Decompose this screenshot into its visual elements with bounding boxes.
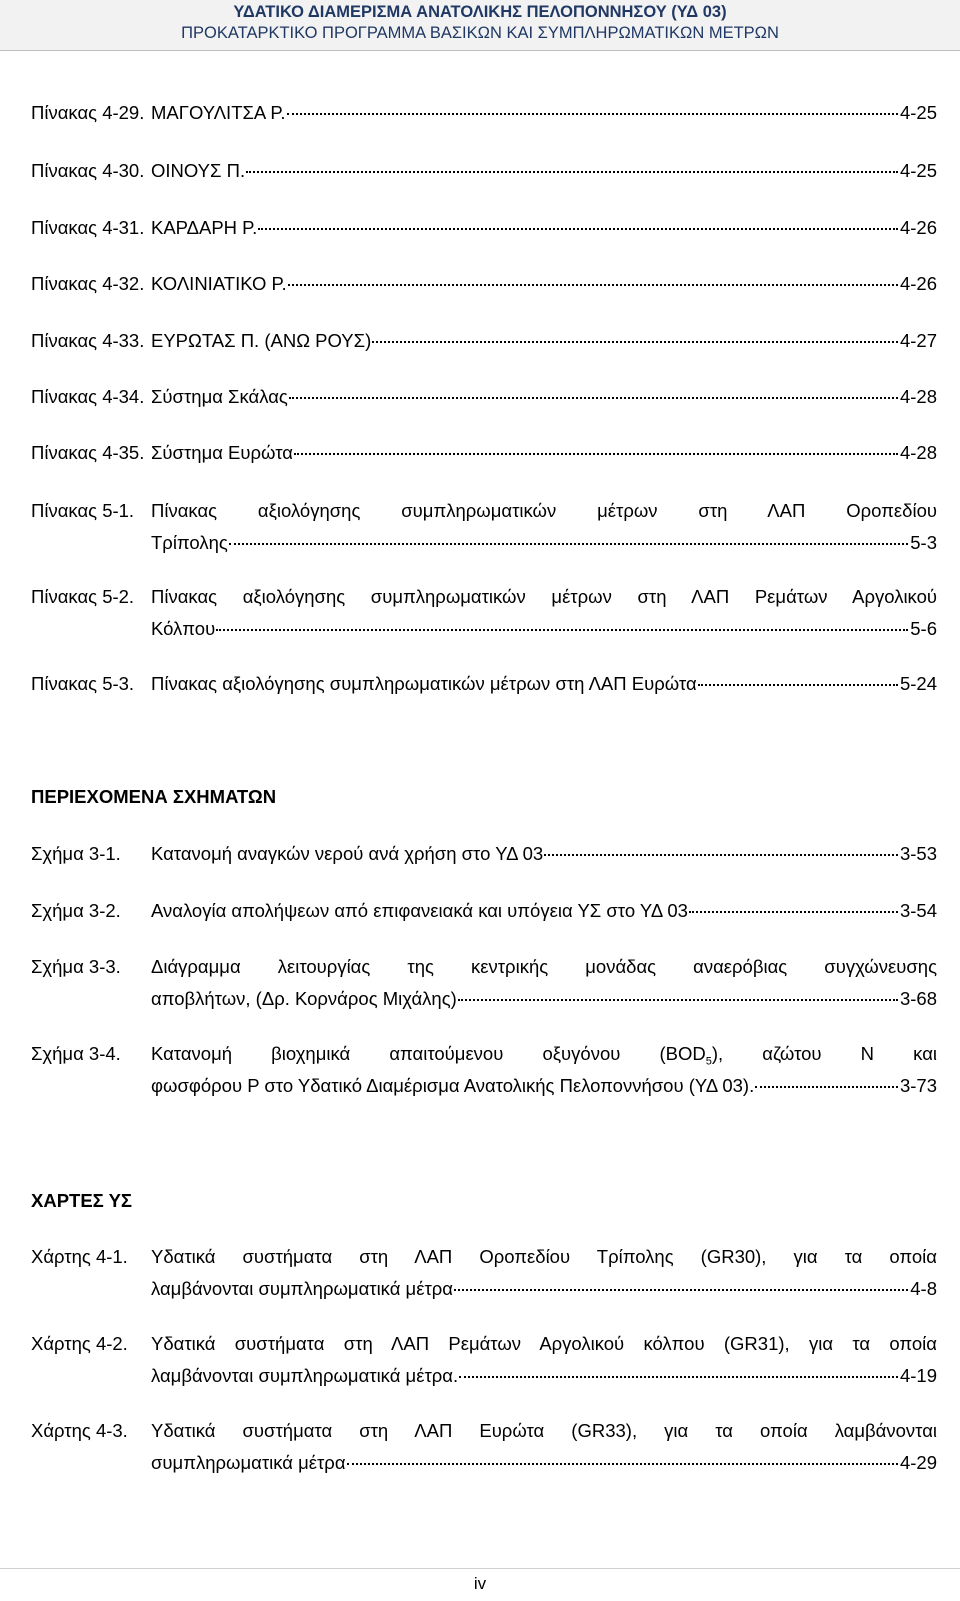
- entry-title: Σύστημα Ευρώτα: [151, 442, 293, 463]
- entry-label: Πίνακας 4-30.: [31, 160, 145, 181]
- entry-title-line2: αποβλήτων, (Δρ. Κορνάρος Μιχάλης): [151, 988, 457, 1009]
- entry-title-line2: συμπληρωματικά μέτρα: [151, 1452, 346, 1473]
- entry-title: Αναλογία απολήψεων από επιφανειακά και υπόγεια ΥΣ στο ΥΔ 03: [151, 900, 688, 921]
- entry-label: Πίνακας 5-1.: [31, 500, 135, 521]
- entry-page: 3-54: [899, 900, 937, 921]
- entry-page: 4-28: [899, 386, 937, 407]
- entry-label: Πίνακας 5-2.: [31, 586, 135, 607]
- entry-title-line2: Τρίπολης: [151, 532, 228, 553]
- entry-label: Πίνακας 4-32.: [31, 273, 145, 294]
- title-part-a: Κατανομή βιοχημικά απαιτούμενου οξυγόνου (BOD: [151, 1043, 706, 1064]
- entry-label: Σχήμα 3-1.: [31, 843, 121, 864]
- dot-leader: [458, 999, 898, 1001]
- entry-title-line1: Πίνακας αξιολόγησης συμπληρωματικών μέτρων στη ΛΑΠ Ρεμάτων Αργολικού: [151, 586, 937, 607]
- entry-title: ΚΟΛΙΝΙΑΤΙΚΟ Ρ.: [151, 273, 287, 294]
- entry-page: 4-25: [899, 102, 937, 123]
- entry-page: 4-26: [899, 217, 937, 238]
- dot-leader: [229, 543, 908, 545]
- entry-title: ΕΥΡΩΤΑΣ Π. (ΑΝΩ ΡΟΥΣ): [151, 330, 372, 351]
- entry-label: Σχήμα 3-3.: [31, 956, 121, 977]
- entry-label: Πίνακας 4-29.: [31, 102, 145, 123]
- header-subtitle: ΠΡΟΚΑΤΑΡΚΤΙΚΟ ΠΡΟΓΡΑΜΜΑ ΒΑΣΙΚΩΝ ΚΑΙ ΣΥΜΠΛΗΡΩΜΑΤΙΚΩΝ ΜΕΤΡΩΝ: [181, 24, 779, 42]
- entry-page: 5-6: [910, 618, 937, 639]
- entry-title-line1: Πίνακας αξιολόγησης συμπληρωματικών μέτρων στη ΛΑΠ Οροπεδίου: [151, 500, 937, 521]
- entry-title-line1: Υδατικά συστήματα στη ΛΑΠ Ευρώτα (GR33), για τα οποία λαμβάνονται: [151, 1420, 937, 1441]
- dot-leader: [288, 284, 898, 286]
- entry-title-line1: Υδατικά συστήματα στη ΛΑΠ Οροπεδίου Τρίπολης (GR30), για τα οποία: [151, 1246, 937, 1267]
- dot-leader: [289, 397, 898, 399]
- entry-label: Πίνακας 4-34.: [31, 386, 145, 407]
- dot-leader: [454, 1289, 908, 1291]
- entry-page: 4-29: [899, 1452, 937, 1473]
- dot-leader: [246, 171, 898, 173]
- entry-label: Σχήμα 3-2.: [31, 900, 121, 921]
- entry-label: Πίνακας 4-35.: [31, 442, 145, 463]
- dot-leader: [258, 228, 898, 230]
- entry-title-line1: Υδατικά συστήματα στη ΛΑΠ Ρεμάτων Αργολικού κόλπου (GR31), για τα οποία: [151, 1333, 937, 1354]
- entry-title: Πίνακας αξιολόγησης συμπληρωματικών μέτρων στη ΛΑΠ Ευρώτα: [151, 673, 697, 694]
- entry-label: Πίνακας 4-31.: [31, 217, 145, 238]
- header-title: ΥΔΑΤΙΚΟ ΔΙΑΜΕΡΙΣΜΑ ΑΝΑΤΟΛΙΚΗΣ ΠΕΛΟΠΟΝΝΗΣΟΥ (ΥΔ 03): [233, 3, 727, 21]
- entry-page: 5-3: [910, 532, 937, 553]
- entry-title: ΚΑΡΔΑΡΗ Ρ.: [151, 217, 258, 238]
- dot-leader: [294, 453, 898, 455]
- dot-leader: [459, 1376, 898, 1378]
- page-header: [0, 0, 960, 51]
- entry-page: 3-68: [899, 988, 937, 1009]
- entry-label: Χάρτης 4-2.: [31, 1333, 128, 1354]
- entry-title: ΟΙΝΟΥΣ Π.: [151, 160, 246, 181]
- entry-page: 5-24: [899, 673, 937, 694]
- dot-leader: [216, 629, 908, 631]
- entry-label: Σχήμα 3-4.: [31, 1043, 121, 1064]
- entry-page: 3-53: [899, 843, 937, 864]
- entry-page: 4-26: [899, 273, 937, 294]
- dot-leader: [544, 854, 898, 856]
- subscript: 5: [705, 1055, 712, 1068]
- page-number: iv: [473, 1574, 487, 1593]
- entry-page: 4-8: [910, 1278, 937, 1299]
- entry-page: 4-28: [899, 442, 937, 463]
- entry-title-line2: λαμβάνονται συμπληρωματικά μέτρα: [151, 1278, 453, 1299]
- entry-page: 4-19: [899, 1365, 937, 1386]
- entry-page: 4-27: [899, 330, 937, 351]
- entry-label: Πίνακας 5-3.: [31, 673, 135, 694]
- entry-title-line2: λαμβάνονται συμπληρωματικά μέτρα.: [151, 1365, 459, 1386]
- dot-leader: [689, 911, 898, 913]
- entry-title-line2: Κόλπου: [151, 618, 216, 639]
- dot-leader: [698, 684, 898, 686]
- dot-leader: [347, 1463, 898, 1465]
- figures-heading: ΠΕΡΙΕΧΟΜΕΝΑ ΣΧΗΜΑΤΩΝ: [31, 786, 277, 807]
- maps-heading: ΧΑΡΤΕΣ ΥΣ: [31, 1190, 133, 1211]
- entry-title: Κατανομή αναγκών νερού ανά χρήση στο ΥΔ 03: [151, 843, 544, 864]
- entry-title-line1: Διάγραμμα λειτουργίας της κεντρικής μονάδας αναερόβιας συγχώνευσης: [151, 956, 937, 977]
- entry-page: 3-73: [899, 1075, 937, 1096]
- dot-leader: [287, 113, 898, 115]
- dot-leader: [755, 1086, 898, 1088]
- entry-title: Σύστημα Σκάλας: [151, 386, 288, 407]
- title-part-b: ), αζώτου Ν και: [711, 1043, 938, 1064]
- entry-title-line2: φωσφόρου Ρ στο Υδατικό Διαμέρισμα Ανατολικής Πελοποννήσου (ΥΔ 03).: [151, 1075, 755, 1096]
- entry-label: Χάρτης 4-3.: [31, 1420, 128, 1441]
- dot-leader: [372, 341, 898, 343]
- entry-title: ΜΑΓΟΥΛΙΤΣΑ Ρ.: [151, 102, 286, 123]
- entry-label: Πίνακας 4-33.: [31, 330, 145, 351]
- entry-page: 4-25: [899, 160, 937, 181]
- footer-divider: [0, 1568, 960, 1569]
- entry-title-line1: [151, 1038, 937, 1070]
- entry-label: Χάρτης 4-1.: [31, 1246, 128, 1267]
